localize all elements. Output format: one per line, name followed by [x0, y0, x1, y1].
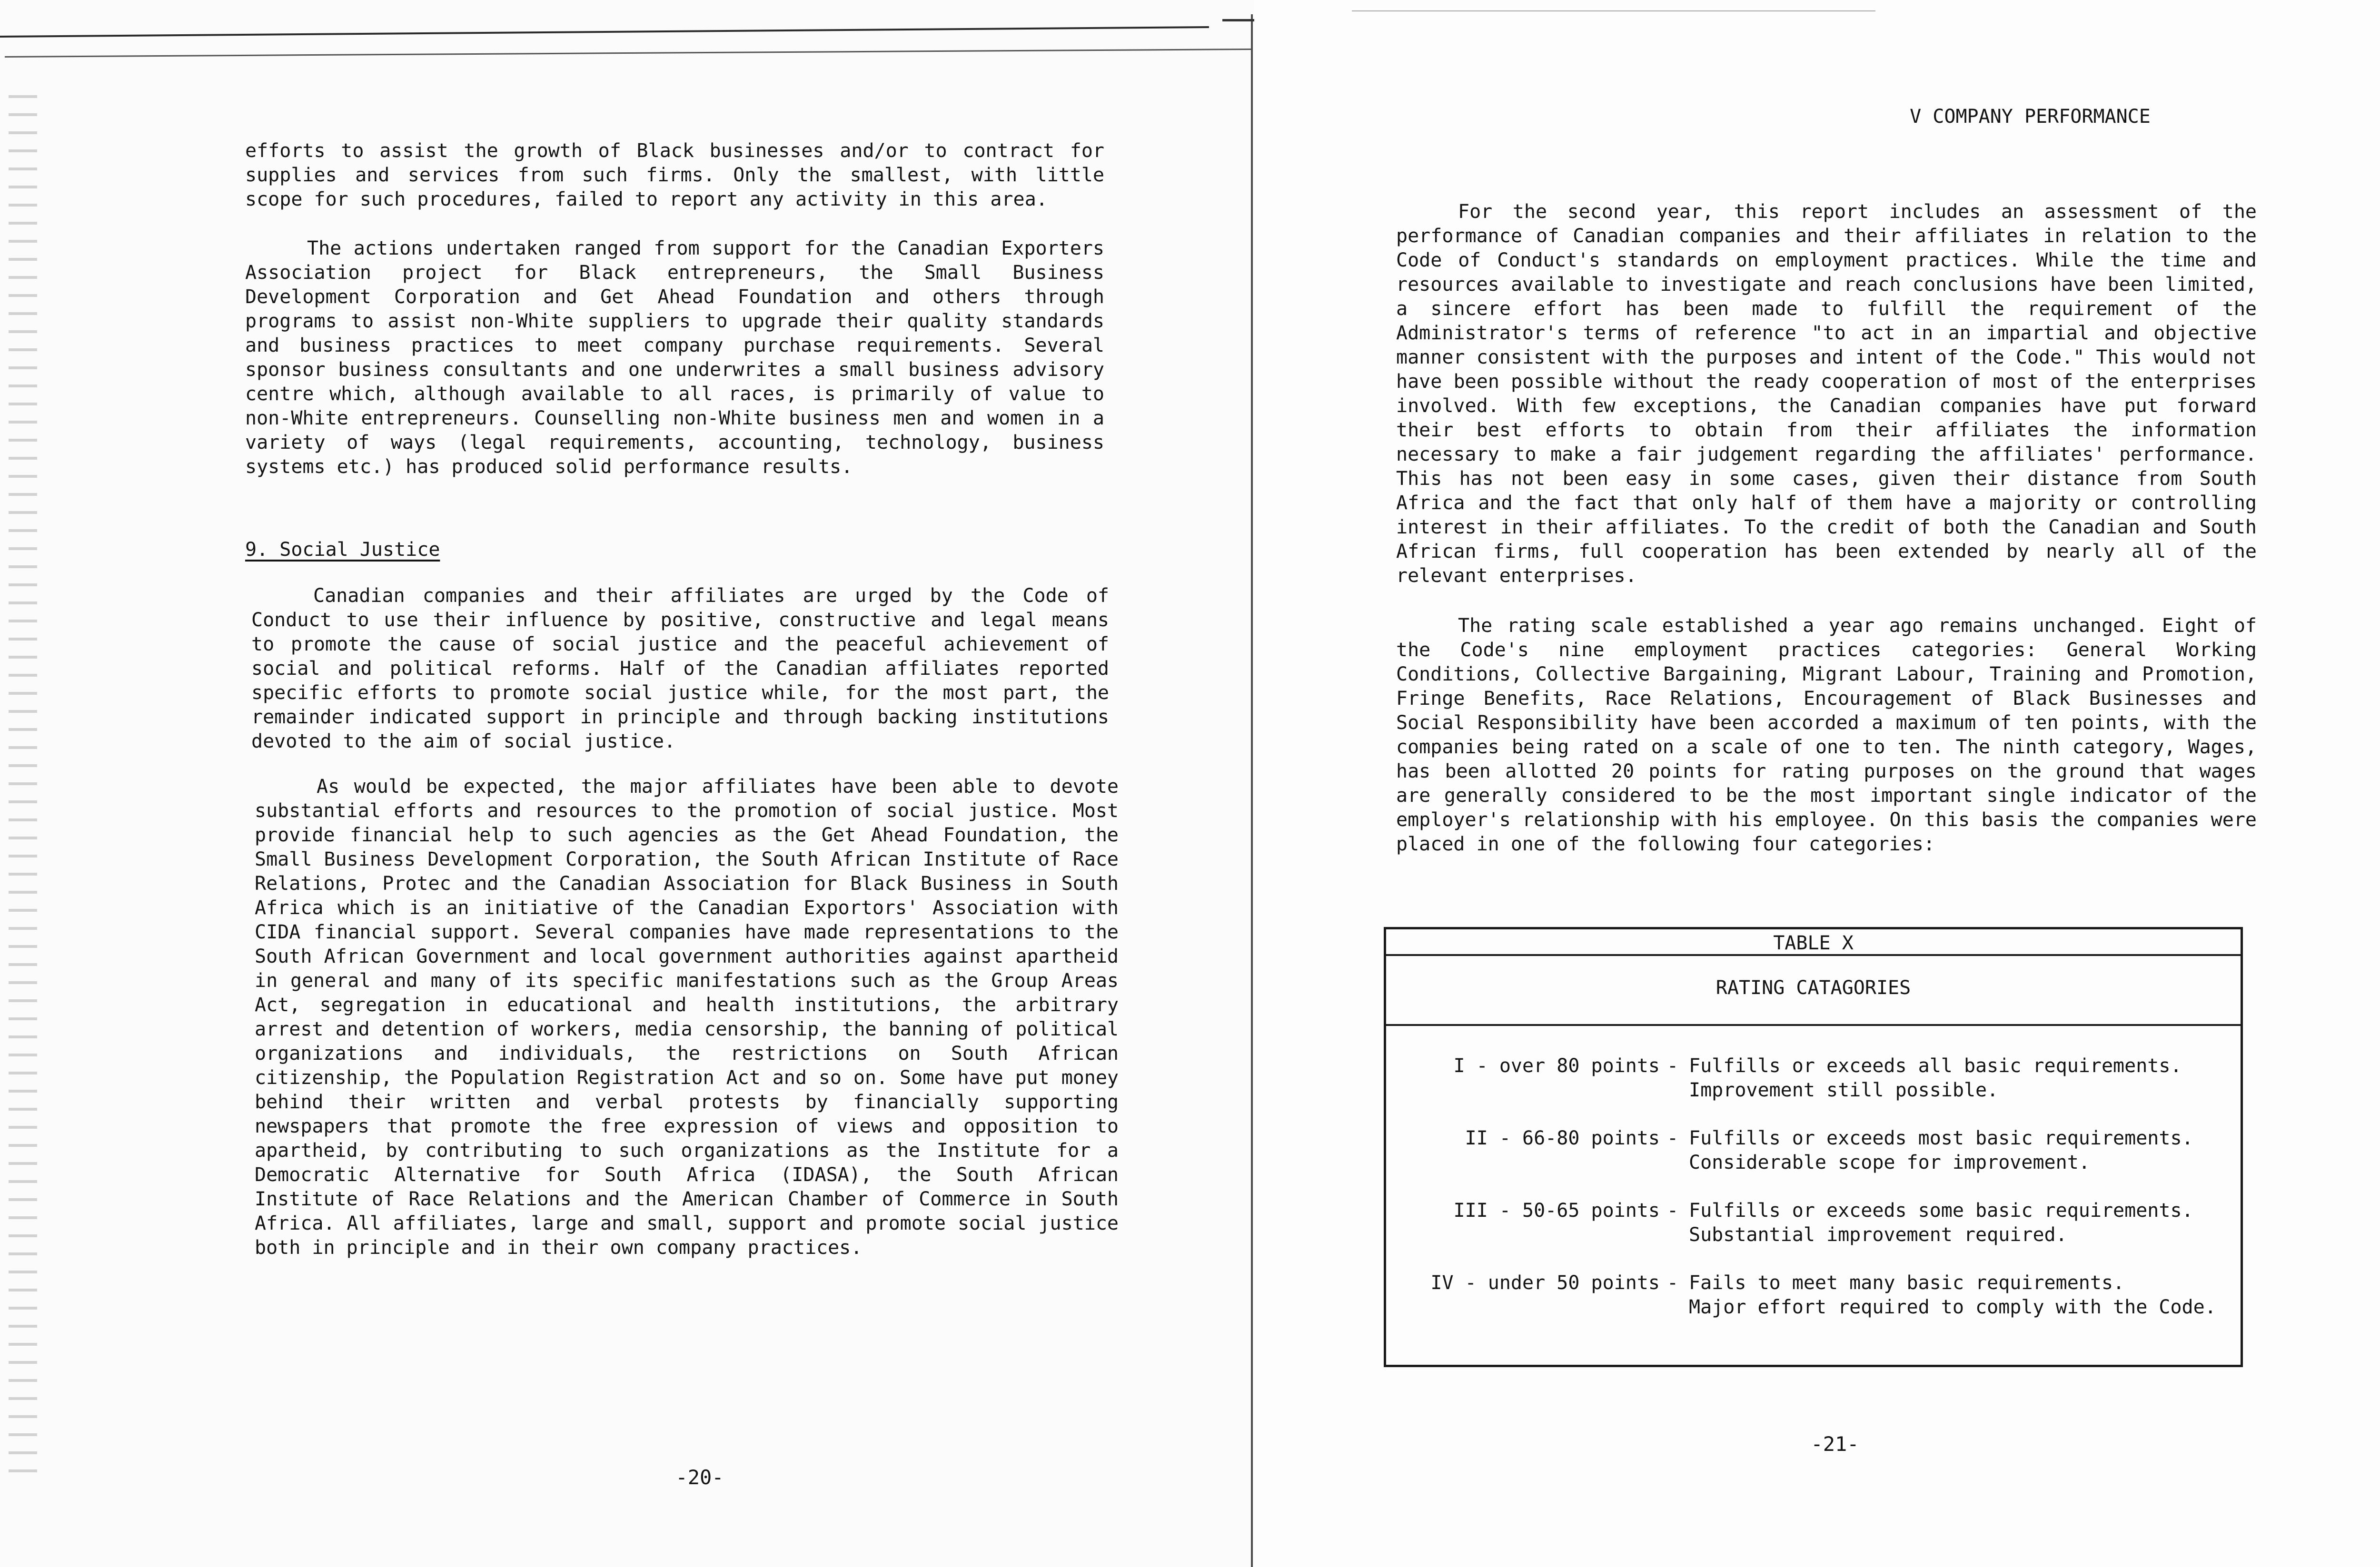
page-number-left: -20-	[675, 1466, 724, 1489]
rating-label: II - 66-80 points	[1465, 1127, 1660, 1149]
table-row	[1386, 1054, 2241, 1126]
right-paragraph-1	[1396, 200, 2257, 588]
scan-edge-noise	[9, 95, 37, 1475]
rating-description: Fulfills or exceeds all basic requirements.	[1689, 1055, 2182, 1077]
body-paragraph: For the second year, this report includes an assessment of the performance of Canadian companies and their affiliates in relation to the Code of Conduct's standards on employment practices. While the time and resources available to investigate and reach conclusions have been limited, a sincere effort has been made to fulfill the requirement of the Administrator's terms of reference "to act in an impartial and objective manner consistent with the purposes and intent of the Code." This would not have been possible without the ready cooperation of most of the enterprises involved. With few exceptions, the Canadian companies have put forward their best efforts to obtain from their affiliates the information necessary to make a fair judgement regarding the affiliates' performance. This has not been easy in some cases, given their distance from South Africa and the fact that only half of them have a majority or controlling interest in their affiliates. To the credit of both the Canadian and South African firms, full cooperation has been extended by nearly all of the relevant enterprises.	[1396, 201, 2257, 587]
chapter-title: V COMPANY PERFORMANCE	[1910, 106, 2151, 128]
table-row	[1386, 1199, 2241, 1271]
row-dash: -	[1667, 1272, 1679, 1294]
rating-description: Considerable scope for improvement.	[1689, 1152, 2090, 1173]
rating-label: III - 50-65 points	[1453, 1200, 1660, 1222]
rating-description: Major effort required to comply with the Code.	[1689, 1296, 2216, 1318]
left-paragraph-1	[245, 139, 1104, 212]
page-gutter	[1251, 14, 1253, 1567]
row-dash: -	[1667, 1200, 1679, 1222]
table-row	[1386, 1126, 2241, 1199]
section-heading-text: 9. Social Justice	[245, 539, 440, 561]
right-paragraph-2	[1396, 614, 2257, 857]
left-paragraph-3	[251, 584, 1109, 754]
table-subtitle: RATING CATAGORIES	[1716, 977, 1911, 999]
row-dash: -	[1667, 1127, 1679, 1149]
table-rows	[1386, 1054, 2241, 1343]
body-paragraph: The rating scale established a year ago remains unchanged. Eight of the Code's nine employment practices categories: General Working Conditions, Collective Bargaining, Migrant Labour, Training and Promotion, Fringe Benefits, Race Relations, Encouragement of Black Businesses and Social Responsibility have been accorded a maximum of ten points, with the companies being rated on a scale of one to ten. The ninth category, Wages, has been allotted 20 points for rating purposes on the ground that wages are generally considered to be the most important single indicator of the employer's relationship with his employee. On this basis the companies were placed in one of the following four categories:	[1396, 615, 2257, 855]
rating-description: Improvement still possible.	[1689, 1079, 1999, 1101]
rating-description: Fails to meet many basic requirements.	[1689, 1272, 2125, 1294]
body-paragraph: efforts to assist the growth of Black businesses and/or to contract for supplies and services from such firms. Only the smallest, with little scope for such procedures, failed to report any activity in this area.	[245, 140, 1104, 210]
rating-description: Fulfills or exceeds most basic requirements.	[1689, 1127, 2193, 1149]
body-paragraph: Canadian companies and their affiliates are urged by the Code of Conduct to use their influence by positive, constructive and legal means to promote the cause of social justice and the peaceful achievement of social and political reforms. Half of the Canadian affiliates reported specific efforts to promote social justice while, for the most part, the remainder indicated support in principle and through backing institutions devoted to the aim of social justice.	[251, 585, 1109, 752]
scan-top-rule	[1352, 10, 1875, 11]
body-paragraph: As would be expected, the major affiliates have been able to devote substantial efforts and resources to the promotion of social justice. Most provide financial help to such agencies as the Get Ahead Foundation, the Small Business Development Corporation, the South African Institute of Race Relations, Protec and the Canadian Association for Black Business in South Africa which is an initiative of the Canadian Exportors' Association with CIDA financial support. Several companies have made representations to the South African Government and local government authorities against apartheid in general and many of its specific manifestations such as the Group Areas Act, segregation in educational and health institutions, the arbitrary arrest and detention of workers, media censorship, the banning of political organizations and individuals, the restrictions on South African citizenship, the Population Registration Act and so on. Some have put money behind their written and verbal protests by financially supporting newspapers that promote the free expression of views and opposition to apartheid, by contributing to such organizations as the Institute for a Democratic Alternative for South Africa (IDASA), the South African Institute of Race Relations and the American Chamber of Commerce in South Africa. All affiliates, large and small, support and promote social justice both in principle and in their own company practices.	[255, 776, 1119, 1259]
rating-label: I - over 80 points	[1453, 1055, 1660, 1077]
row-dash: -	[1667, 1055, 1679, 1077]
section-heading	[245, 538, 1104, 562]
scan-top-rule	[5, 49, 1252, 58]
left-paragraph-2	[245, 237, 1104, 479]
scan-top-rule	[0, 26, 1209, 38]
left-paragraph-4	[255, 775, 1119, 1260]
rating-table	[1384, 927, 2243, 1367]
rating-description: Substantial improvement required.	[1689, 1224, 2067, 1246]
page-number-right: -21-	[1811, 1432, 1859, 1456]
table-rule	[1386, 1024, 2241, 1026]
table-row	[1386, 1271, 2241, 1343]
rating-label: IV - under 50 points	[1430, 1272, 1660, 1294]
body-paragraph: The actions undertaken ranged from support for the Canadian Exporters Association project for Black entrepreneurs, the Small Business Development Corporation and Get Ahead Foundation and others through programs to assist non-White suppliers to upgrade their quality standards and business practices to meet company purchase requirements. Several sponsor business consultants and one underwrites a small business advisory centre which, although available to all races, is primarily of value to non-White entrepreneurs. Counselling non-White business men and women in a variety of ways (legal requirements, accounting, technology, business systems etc.) has produced solid performance results.	[245, 237, 1104, 478]
table-rule	[1386, 954, 2241, 956]
table-title: TABLE X	[1773, 932, 1854, 954]
rating-description: Fulfills or exceeds some basic requirements.	[1689, 1200, 2193, 1222]
